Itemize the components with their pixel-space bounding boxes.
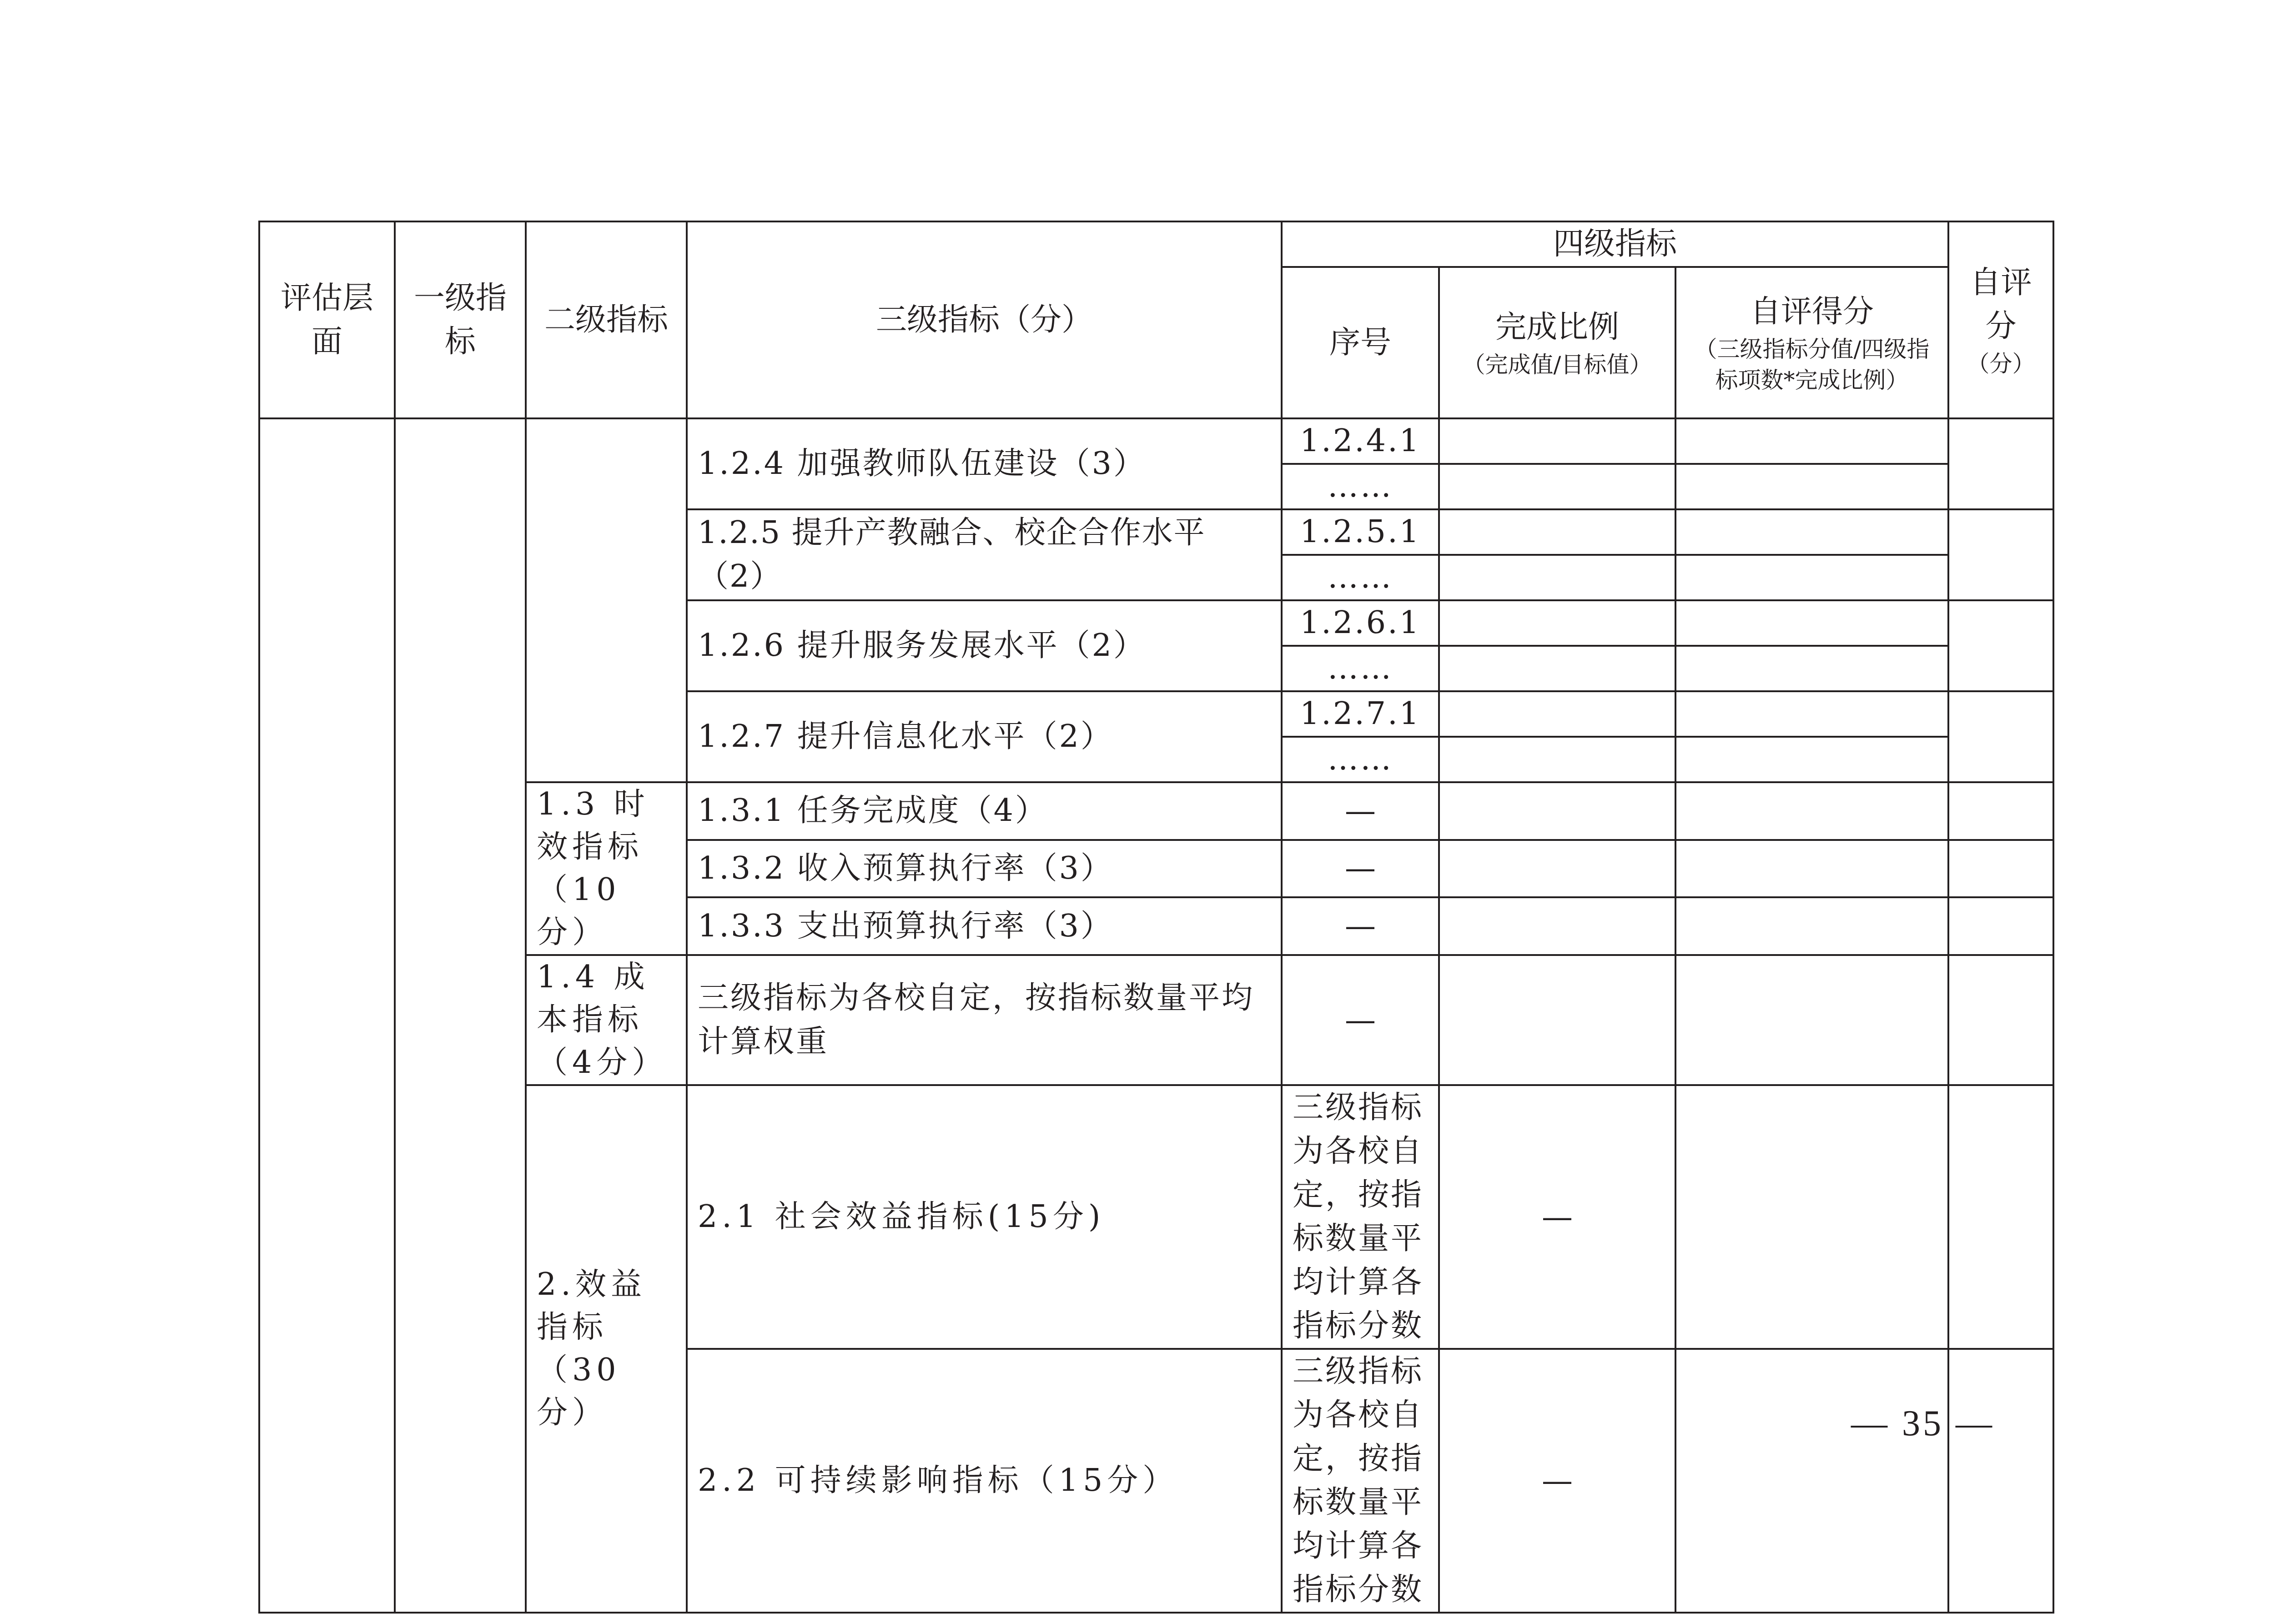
row-1-3-3-score <box>1675 897 1948 955</box>
row-1-3-2-ratio <box>1439 840 1675 898</box>
row-1-3-1-ratio <box>1439 782 1675 840</box>
row-1-2-5-ratio <box>1439 509 1675 555</box>
row-1-2-4-label: 1.2.4 加强教师队伍建设（3） <box>687 418 1282 509</box>
level1-2-benefit: 2.效益指标（30分） <box>526 1085 687 1613</box>
row-1-2-7-self <box>1948 691 2053 782</box>
row-1-3-1-score <box>1675 782 1948 840</box>
row-1-3-1-self <box>1948 782 2053 840</box>
row-1-4-seq: — <box>1282 955 1439 1085</box>
row-1-2-4-score <box>1675 418 1948 464</box>
row-2-1-ratio <box>1675 1085 1948 1349</box>
row-1-2-4-more-ratio <box>1439 464 1675 509</box>
row-1-2-4-self <box>1948 418 2053 509</box>
row-1-2-6-score <box>1675 600 1948 646</box>
row-1-2-5-more: …… <box>1282 555 1439 600</box>
row-1-2-6-more-score <box>1675 646 1948 691</box>
row-2-2-score <box>1948 1349 2053 1613</box>
row-1-2-5-more-ratio <box>1439 555 1675 600</box>
row-1-2-7-more-ratio <box>1439 737 1675 782</box>
row-1-2-5-seq: 1.2.5.1 <box>1282 509 1439 555</box>
row-1-2-5-score <box>1675 509 1948 555</box>
row-1-4-score <box>1675 955 1948 1085</box>
page-number: — 35 — <box>1851 1403 1995 1443</box>
row-1-2-6-ratio <box>1439 600 1675 646</box>
row-1-2-6-label: 1.2.6 提升服务发展水平（2） <box>687 600 1282 691</box>
row-1-3-3-self <box>1948 897 2053 955</box>
row-1-2-7-more-score <box>1675 737 1948 782</box>
row-1-2-4-ratio <box>1439 418 1675 464</box>
row-2-1-seq: — <box>1439 1085 1675 1349</box>
header-level1-indicator: 一级指标 <box>395 221 526 418</box>
level2-2-2-sustainable: 2.2 可持续影响指标（15分） <box>687 1349 1282 1613</box>
header-completion-ratio: 完成比例 （完成值/目标值） <box>1439 267 1675 418</box>
row-1-4-label: 三级指标为各校自定，按指标数量平均计算权重 <box>687 955 1282 1085</box>
cell-evaluation-level-empty <box>259 418 395 1613</box>
row-1-4-self <box>1948 955 2053 1085</box>
row-2-2-seq: — <box>1439 1349 1675 1613</box>
row-1-3-3-ratio <box>1439 897 1675 955</box>
row-1-2-5-more-score <box>1675 555 1948 600</box>
cell-level1-empty <box>395 418 526 1613</box>
row-1-2-4-more-score <box>1675 464 1948 509</box>
row-1-2-7-more: …… <box>1282 737 1439 782</box>
row-1-2-7-label: 1.2.7 提升信息化水平（2） <box>687 691 1282 782</box>
row-1-2-4-more: …… <box>1282 464 1439 509</box>
header-level4-indicator: 四级指标 <box>1282 221 1948 267</box>
header-evaluation-level: 评估层面 <box>259 221 395 418</box>
row-1-3-3-label: 1.3.3 支出预算执行率（3） <box>687 897 1282 955</box>
row-1-3-2-label: 1.3.2 收入预算执行率（3） <box>687 840 1282 898</box>
header-self-eval-score: 自评得分 （三级指标分值/四级指标项数*完成比例） <box>1675 267 1948 418</box>
row-2-1-score <box>1948 1085 2053 1349</box>
row-1-2-7-score <box>1675 691 1948 737</box>
row-1-2-5-label: 1.2.5 提升产教融合、校企合作水平（2） <box>687 509 1282 600</box>
row-1-2-4-seq: 1.2.4.1 <box>1282 418 1439 464</box>
header-self-score: 自评分 （分） <box>1948 221 2053 418</box>
header-level3-indicator: 三级指标（分） <box>687 221 1282 418</box>
row-1-2-5-self <box>1948 509 2053 600</box>
row-1-2-6-self <box>1948 600 2053 691</box>
row-1-3-1-seq: — <box>1282 782 1439 840</box>
row-1-2-6-seq: 1.2.6.1 <box>1282 600 1439 646</box>
row-1-3-2-seq: — <box>1282 840 1439 898</box>
row-1-2-6-more: …… <box>1282 646 1439 691</box>
row-1-3-3-seq: — <box>1282 897 1439 955</box>
header-level2-indicator: 二级指标 <box>526 221 687 418</box>
level2-1-4-cost: 1.4 成本指标（4分） <box>526 955 687 1085</box>
level2-1-3-timeliness: 1.3 时效指标（10分） <box>526 782 687 955</box>
row-1-2-7-seq: 1.2.7.1 <box>1282 691 1439 737</box>
level2-2-1-social: 2.1 社会效益指标(15分) <box>687 1085 1282 1349</box>
evaluation-table <box>258 221 2054 1614</box>
row-1-3-2-score <box>1675 840 1948 898</box>
row-1-4-ratio <box>1439 955 1675 1085</box>
row-2-1-label: 三级指标为各校自定，按指标数量平均计算各指标分数 <box>1282 1085 1439 1349</box>
row-1-2-6-more-ratio <box>1439 646 1675 691</box>
row-2-2-ratio <box>1675 1349 1948 1613</box>
header-sequence: 序号 <box>1282 267 1439 418</box>
cell-level2-empty <box>526 418 687 782</box>
row-1-2-7-ratio <box>1439 691 1675 737</box>
row-1-3-2-self <box>1948 840 2053 898</box>
row-1-3-1-label: 1.3.1 任务完成度（4） <box>687 782 1282 840</box>
row-2-2-label: 三级指标为各校自定，按指标数量平均计算各指标分数 <box>1282 1349 1439 1613</box>
